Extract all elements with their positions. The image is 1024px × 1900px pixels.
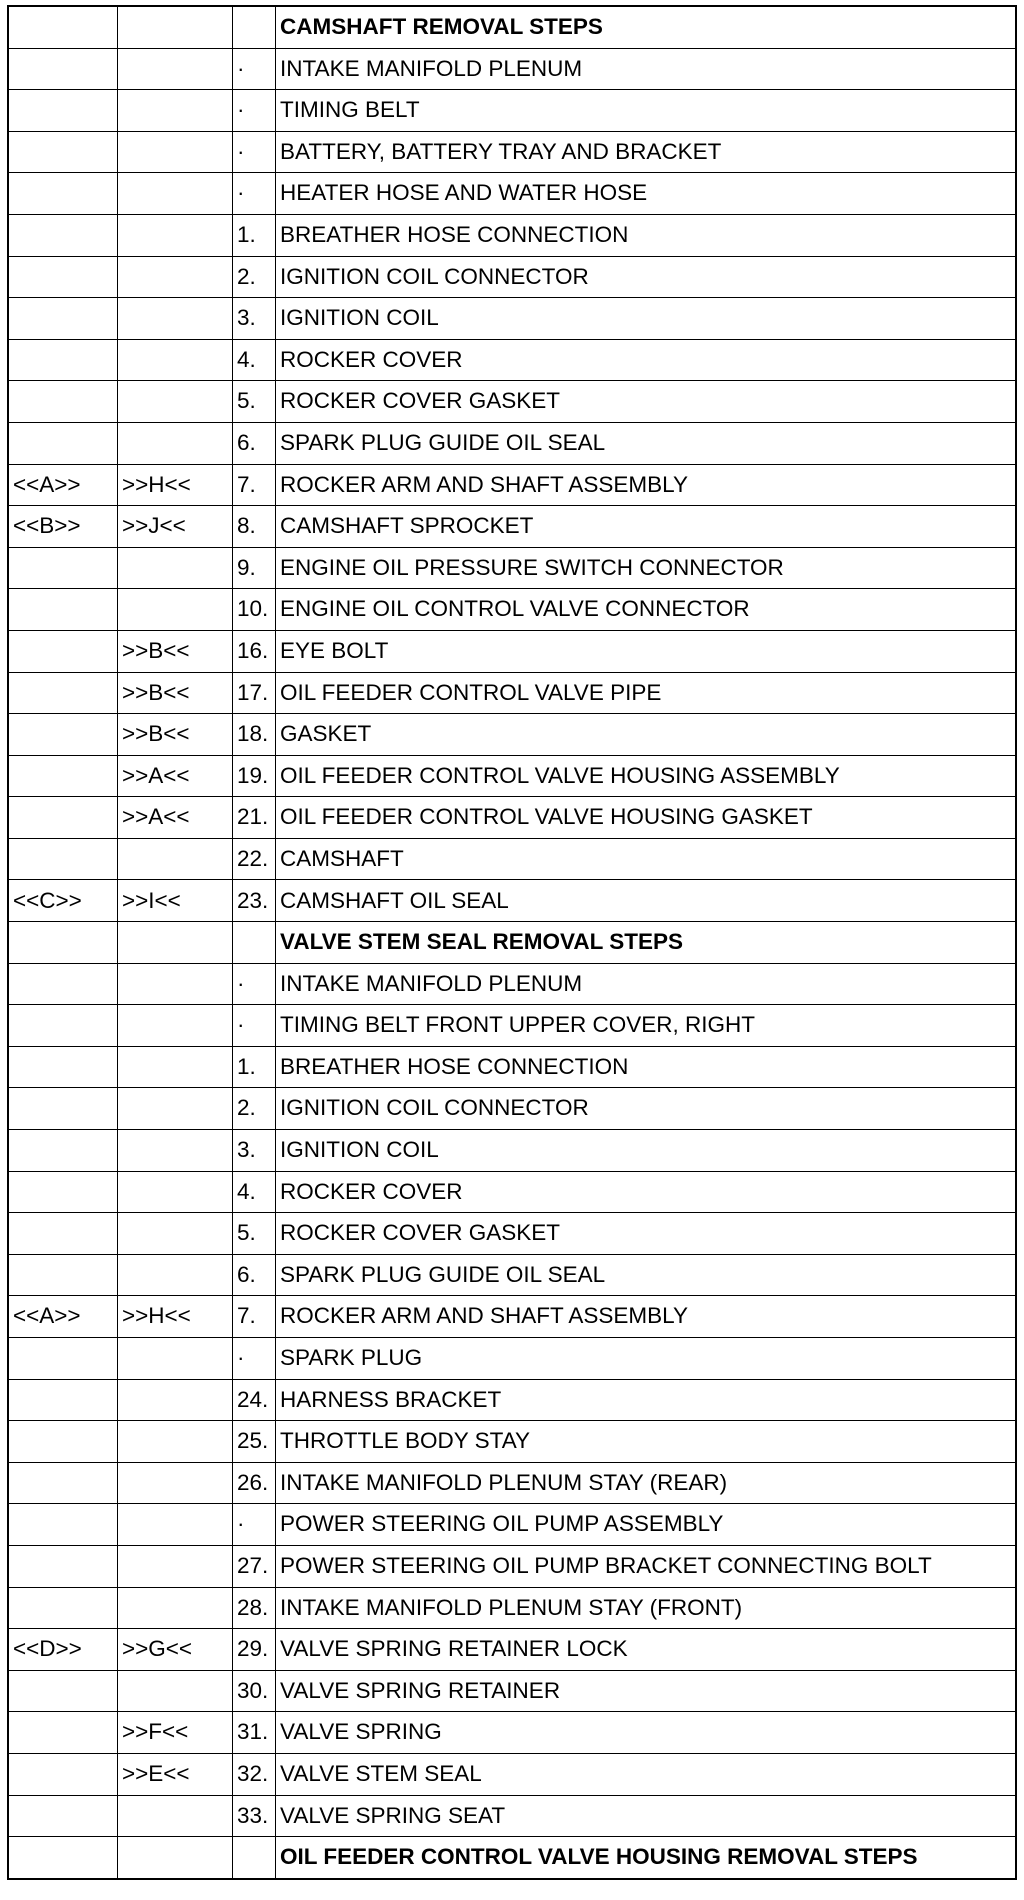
step-number-cell: 9.: [233, 547, 276, 589]
step-number-cell: 31.: [233, 1712, 276, 1754]
removal-note-cell: <<D>>: [8, 1629, 118, 1671]
removal-note-cell: [8, 1421, 118, 1463]
step-number-cell: ·: [233, 48, 276, 90]
step-number-cell: 3.: [233, 1130, 276, 1172]
step-number-cell: 22.: [233, 838, 276, 880]
step-part-cell: CAMSHAFT: [276, 838, 1017, 880]
step-part-cell: INTAKE MANIFOLD PLENUM STAY (REAR): [276, 1462, 1017, 1504]
step-number-cell: 1.: [233, 214, 276, 256]
step-row: [8, 1213, 1016, 1255]
installation-note-cell: [118, 922, 233, 964]
removal-note-cell: [8, 1587, 118, 1629]
step-number-cell: 17.: [233, 672, 276, 714]
installation-note-cell: [118, 256, 233, 298]
installation-note-cell: [118, 1171, 233, 1213]
step-part-cell: TIMING BELT: [276, 90, 1017, 132]
installation-note-cell: [118, 1587, 233, 1629]
step-row: [8, 1795, 1016, 1837]
removal-note-cell: [8, 1795, 118, 1837]
installation-note-cell: [118, 1504, 233, 1546]
step-number-cell: 16.: [233, 630, 276, 672]
step-part-cell: ROCKER COVER GASKET: [276, 381, 1017, 423]
installation-note-cell: >>H<<: [118, 1296, 233, 1338]
step-row: [8, 131, 1016, 173]
installation-note-cell: [118, 1795, 233, 1837]
removal-note-cell: [8, 672, 118, 714]
step-number-cell: ·: [233, 90, 276, 132]
removal-note-cell: [8, 1837, 118, 1879]
removal-note-cell: [8, 1130, 118, 1172]
step-part-cell: POWER STEERING OIL PUMP ASSEMBLY: [276, 1504, 1017, 1546]
step-row: [8, 1254, 1016, 1296]
removal-note-cell: [8, 256, 118, 298]
step-part-cell: IGNITION COIL CONNECTOR: [276, 1088, 1017, 1130]
removal-note-cell: <<B>>: [8, 506, 118, 548]
step-part-cell: SPARK PLUG: [276, 1338, 1017, 1380]
installation-note-cell: [118, 90, 233, 132]
step-row: [8, 214, 1016, 256]
step-number-cell: 27.: [233, 1545, 276, 1587]
removal-note-cell: [8, 422, 118, 464]
step-part-cell: INTAKE MANIFOLD PLENUM: [276, 48, 1017, 90]
step-part-cell: EYE BOLT: [276, 630, 1017, 672]
step-row: [8, 422, 1016, 464]
removal-note-cell: [8, 1712, 118, 1754]
step-row: [8, 1421, 1016, 1463]
section-title-cell: VALVE STEM SEAL REMOVAL STEPS: [276, 922, 1017, 964]
installation-note-cell: [118, 1130, 233, 1172]
removal-note-cell: <<C>>: [8, 880, 118, 922]
installation-note-cell: >>B<<: [118, 672, 233, 714]
removal-note-cell: [8, 339, 118, 381]
step-part-cell: OIL FEEDER CONTROL VALVE HOUSING ASSEMBLY: [276, 755, 1017, 797]
removal-note-cell: [8, 630, 118, 672]
step-part-cell: IGNITION COIL: [276, 298, 1017, 340]
installation-note-cell: [118, 589, 233, 631]
step-row: [8, 1130, 1016, 1172]
step-row: [8, 1046, 1016, 1088]
installation-note-cell: [118, 298, 233, 340]
installation-note-cell: [118, 381, 233, 423]
step-row: [8, 256, 1016, 298]
step-part-cell: VALVE SPRING: [276, 1712, 1017, 1754]
step-row: [8, 755, 1016, 797]
removal-note-cell: [8, 1379, 118, 1421]
step-number-cell: 33.: [233, 1795, 276, 1837]
installation-note-cell: >>A<<: [118, 755, 233, 797]
step-number-cell: [233, 6, 276, 48]
step-number-cell: 4.: [233, 339, 276, 381]
step-number-cell: 6.: [233, 422, 276, 464]
step-part-cell: ROCKER COVER GASKET: [276, 1213, 1017, 1255]
step-part-cell: ENGINE OIL PRESSURE SWITCH CONNECTOR: [276, 547, 1017, 589]
step-row: [8, 1753, 1016, 1795]
step-row: [8, 714, 1016, 756]
removal-note-cell: [8, 6, 118, 48]
step-row: [8, 963, 1016, 1005]
step-part-cell: ROCKER COVER: [276, 339, 1017, 381]
step-number-cell: [233, 1837, 276, 1879]
removal-note-cell: [8, 963, 118, 1005]
step-number-cell: 26.: [233, 1462, 276, 1504]
installation-note-cell: [118, 1379, 233, 1421]
step-part-cell: BREATHER HOSE CONNECTION: [276, 214, 1017, 256]
step-row: [8, 298, 1016, 340]
step-row: [8, 1296, 1016, 1338]
step-part-cell: VALVE SPRING RETAINER: [276, 1670, 1017, 1712]
step-number-cell: 5.: [233, 381, 276, 423]
step-number-cell: 21.: [233, 797, 276, 839]
step-part-cell: SPARK PLUG GUIDE OIL SEAL: [276, 1254, 1017, 1296]
step-number-cell: 7.: [233, 464, 276, 506]
installation-note-cell: [118, 173, 233, 215]
removal-note-cell: [8, 1254, 118, 1296]
step-part-cell: INTAKE MANIFOLD PLENUM STAY (FRONT): [276, 1587, 1017, 1629]
step-part-cell: CAMSHAFT OIL SEAL: [276, 880, 1017, 922]
installation-note-cell: [118, 48, 233, 90]
installation-note-cell: [118, 1338, 233, 1380]
removal-note-cell: [8, 1213, 118, 1255]
step-part-cell: OIL FEEDER CONTROL VALVE PIPE: [276, 672, 1017, 714]
installation-note-cell: >>E<<: [118, 1753, 233, 1795]
removal-note-cell: [8, 922, 118, 964]
step-number-cell: ·: [233, 1504, 276, 1546]
removal-note-cell: [8, 797, 118, 839]
removal-note-cell: [8, 1504, 118, 1546]
installation-note-cell: >>B<<: [118, 714, 233, 756]
installation-note-cell: [118, 838, 233, 880]
installation-note-cell: >>A<<: [118, 797, 233, 839]
step-part-cell: VALVE STEM SEAL: [276, 1753, 1017, 1795]
step-number-cell: 29.: [233, 1629, 276, 1671]
step-row: [8, 1379, 1016, 1421]
step-number-cell: 24.: [233, 1379, 276, 1421]
step-row: [8, 1587, 1016, 1629]
step-number-cell: ·: [233, 173, 276, 215]
step-number-cell: 18.: [233, 714, 276, 756]
removal-note-cell: [8, 131, 118, 173]
removal-note-cell: [8, 1046, 118, 1088]
step-part-cell: THROTTLE BODY STAY: [276, 1421, 1017, 1463]
step-row: [8, 1338, 1016, 1380]
step-part-cell: ROCKER COVER: [276, 1171, 1017, 1213]
step-row: [8, 339, 1016, 381]
removal-steps-sheet: [7, 5, 1017, 1880]
step-number-cell: 5.: [233, 1213, 276, 1255]
step-part-cell: ROCKER ARM AND SHAFT ASSEMBLY: [276, 1296, 1017, 1338]
installation-note-cell: >>H<<: [118, 464, 233, 506]
installation-note-cell: >>I<<: [118, 880, 233, 922]
installation-note-cell: [118, 1046, 233, 1088]
step-row: [8, 1545, 1016, 1587]
installation-note-cell: [118, 963, 233, 1005]
step-part-cell: INTAKE MANIFOLD PLENUM: [276, 963, 1017, 1005]
section-title-cell: CAMSHAFT REMOVAL STEPS: [276, 6, 1017, 48]
step-part-cell: IGNITION COIL: [276, 1130, 1017, 1172]
removal-note-cell: [8, 714, 118, 756]
step-row: [8, 173, 1016, 215]
section-header-row: [8, 1837, 1016, 1879]
removal-note-cell: [8, 1462, 118, 1504]
removal-note-cell: [8, 298, 118, 340]
step-part-cell: VALVE SPRING SEAT: [276, 1795, 1017, 1837]
step-number-cell: ·: [233, 1005, 276, 1047]
removal-note-cell: <<A>>: [8, 1296, 118, 1338]
installation-note-cell: [118, 1462, 233, 1504]
step-number-cell: 30.: [233, 1670, 276, 1712]
step-part-cell: ROCKER ARM AND SHAFT ASSEMBLY: [276, 464, 1017, 506]
step-number-cell: 6.: [233, 1254, 276, 1296]
installation-note-cell: >>J<<: [118, 506, 233, 548]
removal-steps-table: [7, 5, 1017, 1880]
installation-note-cell: [118, 1670, 233, 1712]
step-part-cell: BATTERY, BATTERY TRAY AND BRACKET: [276, 131, 1017, 173]
step-row: [8, 1462, 1016, 1504]
step-number-cell: 32.: [233, 1753, 276, 1795]
step-row: [8, 1670, 1016, 1712]
step-number-cell: 10.: [233, 589, 276, 631]
installation-note-cell: [118, 131, 233, 173]
step-number-cell: 2.: [233, 256, 276, 298]
step-row: [8, 1504, 1016, 1546]
step-part-cell: TIMING BELT FRONT UPPER COVER, RIGHT: [276, 1005, 1017, 1047]
step-part-cell: HEATER HOSE AND WATER HOSE: [276, 173, 1017, 215]
installation-note-cell: [118, 1254, 233, 1296]
installation-note-cell: [118, 1545, 233, 1587]
step-part-cell: POWER STEERING OIL PUMP BRACKET CONNECTING BOLT: [276, 1545, 1017, 1587]
installation-note-cell: >>F<<: [118, 1712, 233, 1754]
step-row: [8, 48, 1016, 90]
section-header-row: [8, 922, 1016, 964]
step-part-cell: SPARK PLUG GUIDE OIL SEAL: [276, 422, 1017, 464]
installation-note-cell: >>G<<: [118, 1629, 233, 1671]
step-row: [8, 797, 1016, 839]
step-number-cell: 23.: [233, 880, 276, 922]
step-row: [8, 90, 1016, 132]
removal-note-cell: [8, 173, 118, 215]
step-number-cell: ·: [233, 131, 276, 173]
step-number-cell: 4.: [233, 1171, 276, 1213]
step-number-cell: 25.: [233, 1421, 276, 1463]
step-row: [8, 589, 1016, 631]
step-row: [8, 547, 1016, 589]
step-row: [8, 506, 1016, 548]
step-number-cell: ·: [233, 1338, 276, 1380]
installation-note-cell: [118, 1837, 233, 1879]
section-title-cell: OIL FEEDER CONTROL VALVE HOUSING REMOVAL STEPS: [276, 1837, 1017, 1879]
installation-note-cell: [118, 214, 233, 256]
step-number-cell: 3.: [233, 298, 276, 340]
removal-note-cell: [8, 1670, 118, 1712]
installation-note-cell: >>B<<: [118, 630, 233, 672]
step-number-cell: 1.: [233, 1046, 276, 1088]
removal-note-cell: [8, 589, 118, 631]
removal-note-cell: [8, 381, 118, 423]
step-number-cell: 8.: [233, 506, 276, 548]
installation-note-cell: [118, 1213, 233, 1255]
steps-table-body: [8, 6, 1016, 1879]
step-row: [8, 672, 1016, 714]
removal-note-cell: [8, 1753, 118, 1795]
installation-note-cell: [118, 6, 233, 48]
step-row: [8, 1171, 1016, 1213]
step-number-cell: 19.: [233, 755, 276, 797]
step-number-cell: 7.: [233, 1296, 276, 1338]
step-part-cell: OIL FEEDER CONTROL VALVE HOUSING GASKET: [276, 797, 1017, 839]
section-header-row: [8, 6, 1016, 48]
removal-note-cell: [8, 547, 118, 589]
step-row: [8, 630, 1016, 672]
step-number-cell: 2.: [233, 1088, 276, 1130]
step-row: [8, 1712, 1016, 1754]
installation-note-cell: [118, 1005, 233, 1047]
step-part-cell: GASKET: [276, 714, 1017, 756]
step-part-cell: VALVE SPRING RETAINER LOCK: [276, 1629, 1017, 1671]
removal-note-cell: [8, 1545, 118, 1587]
step-part-cell: IGNITION COIL CONNECTOR: [276, 256, 1017, 298]
installation-note-cell: [118, 547, 233, 589]
removal-note-cell: [8, 1338, 118, 1380]
step-row: [8, 880, 1016, 922]
removal-note-cell: [8, 48, 118, 90]
step-row: [8, 1088, 1016, 1130]
step-row: [8, 381, 1016, 423]
step-row: [8, 464, 1016, 506]
installation-note-cell: [118, 1421, 233, 1463]
removal-note-cell: [8, 755, 118, 797]
step-row: [8, 1629, 1016, 1671]
step-part-cell: ENGINE OIL CONTROL VALVE CONNECTOR: [276, 589, 1017, 631]
step-part-cell: CAMSHAFT SPROCKET: [276, 506, 1017, 548]
step-part-cell: HARNESS BRACKET: [276, 1379, 1017, 1421]
removal-note-cell: [8, 838, 118, 880]
removal-note-cell: [8, 1171, 118, 1213]
installation-note-cell: [118, 422, 233, 464]
installation-note-cell: [118, 1088, 233, 1130]
removal-note-cell: <<A>>: [8, 464, 118, 506]
step-row: [8, 838, 1016, 880]
step-part-cell: BREATHER HOSE CONNECTION: [276, 1046, 1017, 1088]
removal-note-cell: [8, 90, 118, 132]
removal-note-cell: [8, 214, 118, 256]
installation-note-cell: [118, 339, 233, 381]
removal-note-cell: [8, 1088, 118, 1130]
step-number-cell: ·: [233, 963, 276, 1005]
step-number-cell: 28.: [233, 1587, 276, 1629]
removal-note-cell: [8, 1005, 118, 1047]
step-number-cell: [233, 922, 276, 964]
step-row: [8, 1005, 1016, 1047]
